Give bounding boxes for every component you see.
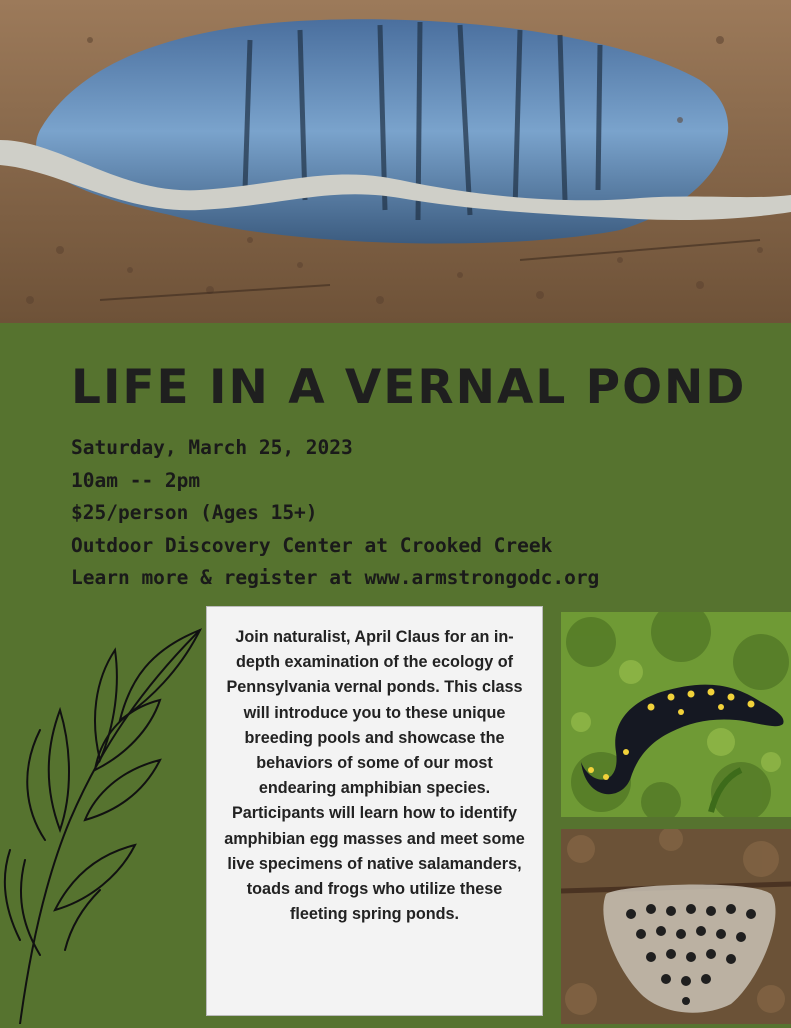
event-details — [71, 432, 599, 595]
event-price: $25/person (Ages 15+) — [71, 501, 318, 524]
event-date: Saturday, March 25, 2023 — [71, 436, 353, 459]
spotted-salamander-photo — [561, 612, 791, 817]
leafy-branch-sketch — [0, 610, 210, 1024]
description-box — [206, 606, 543, 1016]
event-location: Outdoor Discovery Center at Crooked Creek — [71, 533, 553, 557]
event-title: LIFE IN A VERNAL POND — [71, 360, 747, 415]
amphibian-egg-mass-photo — [561, 829, 791, 1024]
event-register[interactable]: Learn more & register at www.armstrongodc.org — [71, 566, 600, 589]
event-description: Join naturalist, April Claus for an in-depth examination of the ecology of Pennsylvania vernal ponds. This class will introduce you to these unique breeding pools and showcase the behaviors of some of our most endearing amphibian species. Participants will learn how to identify amphibian egg masses and meet some live specimens of native salamanders, toads and frogs who utilize these fleeting spring ponds. — [224, 628, 525, 924]
vernal-pond-photo — [0, 0, 791, 323]
event-time: 10am -- 2pm — [71, 468, 201, 492]
